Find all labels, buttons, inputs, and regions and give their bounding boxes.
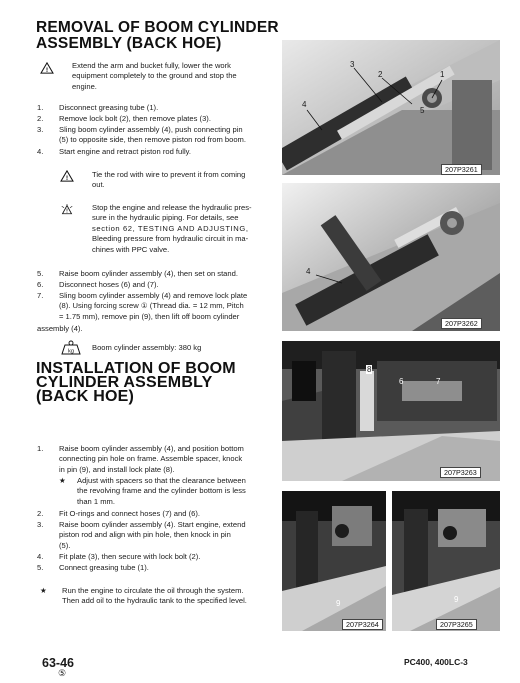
- svg-text:!: !: [66, 208, 68, 215]
- photo-207P3264: [282, 491, 386, 631]
- photo3-caption: 207P3263: [440, 467, 481, 478]
- photo-207P3264-image: [282, 491, 386, 631]
- photo1-label-1: 1: [440, 70, 445, 79]
- installation-title: [36, 362, 286, 404]
- removal-step-3: 3. Sling boom cylinder assembly (4), push connecting pin (5) to opposite side, then remove piston rod from boom.: [37, 125, 246, 145]
- page-number: 63-46: [42, 656, 74, 670]
- removal-title-line2: ASSEMBLY (BACK HOE): [36, 35, 222, 52]
- photo4-label-9: 9: [336, 599, 341, 608]
- warning-triangle-icon: [40, 62, 54, 74]
- model-name: PC400, 400LC-3: [404, 657, 468, 667]
- svg-text:!: !: [65, 174, 69, 182]
- installation-title-line3: (BACK HOE): [36, 388, 134, 405]
- photo5-caption: 207P3265: [436, 619, 477, 630]
- svg-text:!: !: [45, 66, 49, 74]
- photo-207P3262: [282, 183, 500, 331]
- photo2-caption: 207P3262: [441, 318, 482, 329]
- revision-mark: ⑤: [58, 668, 67, 678]
- removal-title-line1: REMOVAL OF BOOM CYLINDER: [36, 19, 279, 36]
- install-step-2: 2. Fit O-rings and connect hoses (7) and (6).: [37, 509, 200, 518]
- removal-step-7-tail: assembly (4).: [37, 324, 83, 333]
- photo-207P3263: [282, 341, 500, 481]
- removal-title: [36, 20, 286, 52]
- removal-step-4: 4. Start engine and retract piston rod fully.: [37, 147, 191, 156]
- photo-207P3265: [392, 491, 500, 631]
- photo-207P3262-image: [282, 183, 500, 331]
- install-step-5: 5. Connect greasing tube (1).: [37, 563, 149, 572]
- photo1-label-5: 5: [420, 106, 425, 115]
- removal-step-1: 1. Disconnect greasing tube (1).: [37, 103, 159, 112]
- caution-triangle-icon: [60, 170, 74, 182]
- install-final-note: ★ Run the engine to circulate the oil through the system. Then add oil to the hydraulic tank to the specified level.: [40, 586, 247, 606]
- photo1-caption: 207P3261: [441, 164, 482, 175]
- pressure-warning-icon: [60, 204, 74, 216]
- photo-207P3261-image: [282, 40, 500, 175]
- weight-kg-label: kg: [68, 348, 74, 355]
- installation-title-line1: INSTALLATION OF BOOM: [36, 360, 236, 377]
- weight-kg-icon: [60, 339, 82, 355]
- photo-207P3265-image: [392, 491, 500, 631]
- removal-step-2: 2. Remove lock bolt (2), then remove plates (3).: [37, 114, 211, 123]
- caution-release-pressure: Stop the engine and release the hydraulic pres- sure in the hydraulic piping. For details, see section 62, TESTING AND ADJUSTING, Bleeding pressure from hydraulic circuit in ma- chines with PPC valve.: [92, 203, 252, 254]
- weight-spec: Boom cylinder assembly: 380 kg: [92, 343, 202, 352]
- install-clearance-note: ★ Adjust with spacers so that the clearance between the revolving frame and the cylinder bottom is less than 1 mm.: [59, 476, 246, 506]
- photo3-label-6: 6: [399, 377, 404, 386]
- removal-step-5: 5. Raise boom cylinder assembly (4), then set on stand.: [37, 269, 238, 278]
- photo3-label-7: 7: [436, 377, 441, 386]
- photo1-label-4: 4: [302, 100, 307, 109]
- photo1-label-2: 2: [378, 70, 383, 79]
- photo4-caption: 207P3264: [342, 619, 383, 630]
- removal-step-6: 6. Disconnect hoses (6) and (7).: [37, 280, 159, 289]
- photo5-label-9: 9: [454, 595, 459, 604]
- photo-207P3261: [282, 40, 500, 175]
- caution-tie-rod: Tie the rod with wire to prevent it from coming out.: [92, 170, 246, 190]
- removal-warning: Extend the arm and bucket fully, lower the work equipment completely to the ground and stop the engine.: [72, 61, 237, 91]
- install-step-3: 3. Raise boom cylinder assembly (4). Start engine, extend piston rod and align with pin hole, then knock in pin (5).: [37, 520, 246, 550]
- photo2-label-4: 4: [306, 267, 311, 276]
- photo3-label-8: 8: [367, 365, 372, 374]
- removal-step-7: 7. Sling boom cylinder assembly (4) and remove lock plate (8). Using forcing screw ① (Thread dia. = 12 mm, Pitch = 1.75 mm), remove pin (9), then lift off boom cylinder: [37, 291, 248, 321]
- photo1-label-3: 3: [350, 60, 355, 69]
- installation-title-line2: CYLINDER ASSEMBLY: [36, 374, 213, 391]
- install-step-4: 4. Fit plate (3), then secure with lock bolt (2).: [37, 552, 201, 561]
- photo-207P3263-image: [282, 341, 500, 481]
- install-step-1: 1. Raise boom cylinder assembly (4), and position bottom connecting pin hole on frame. Assemble spacer, knock in pin (9), and install lock plate (8).: [37, 444, 244, 474]
